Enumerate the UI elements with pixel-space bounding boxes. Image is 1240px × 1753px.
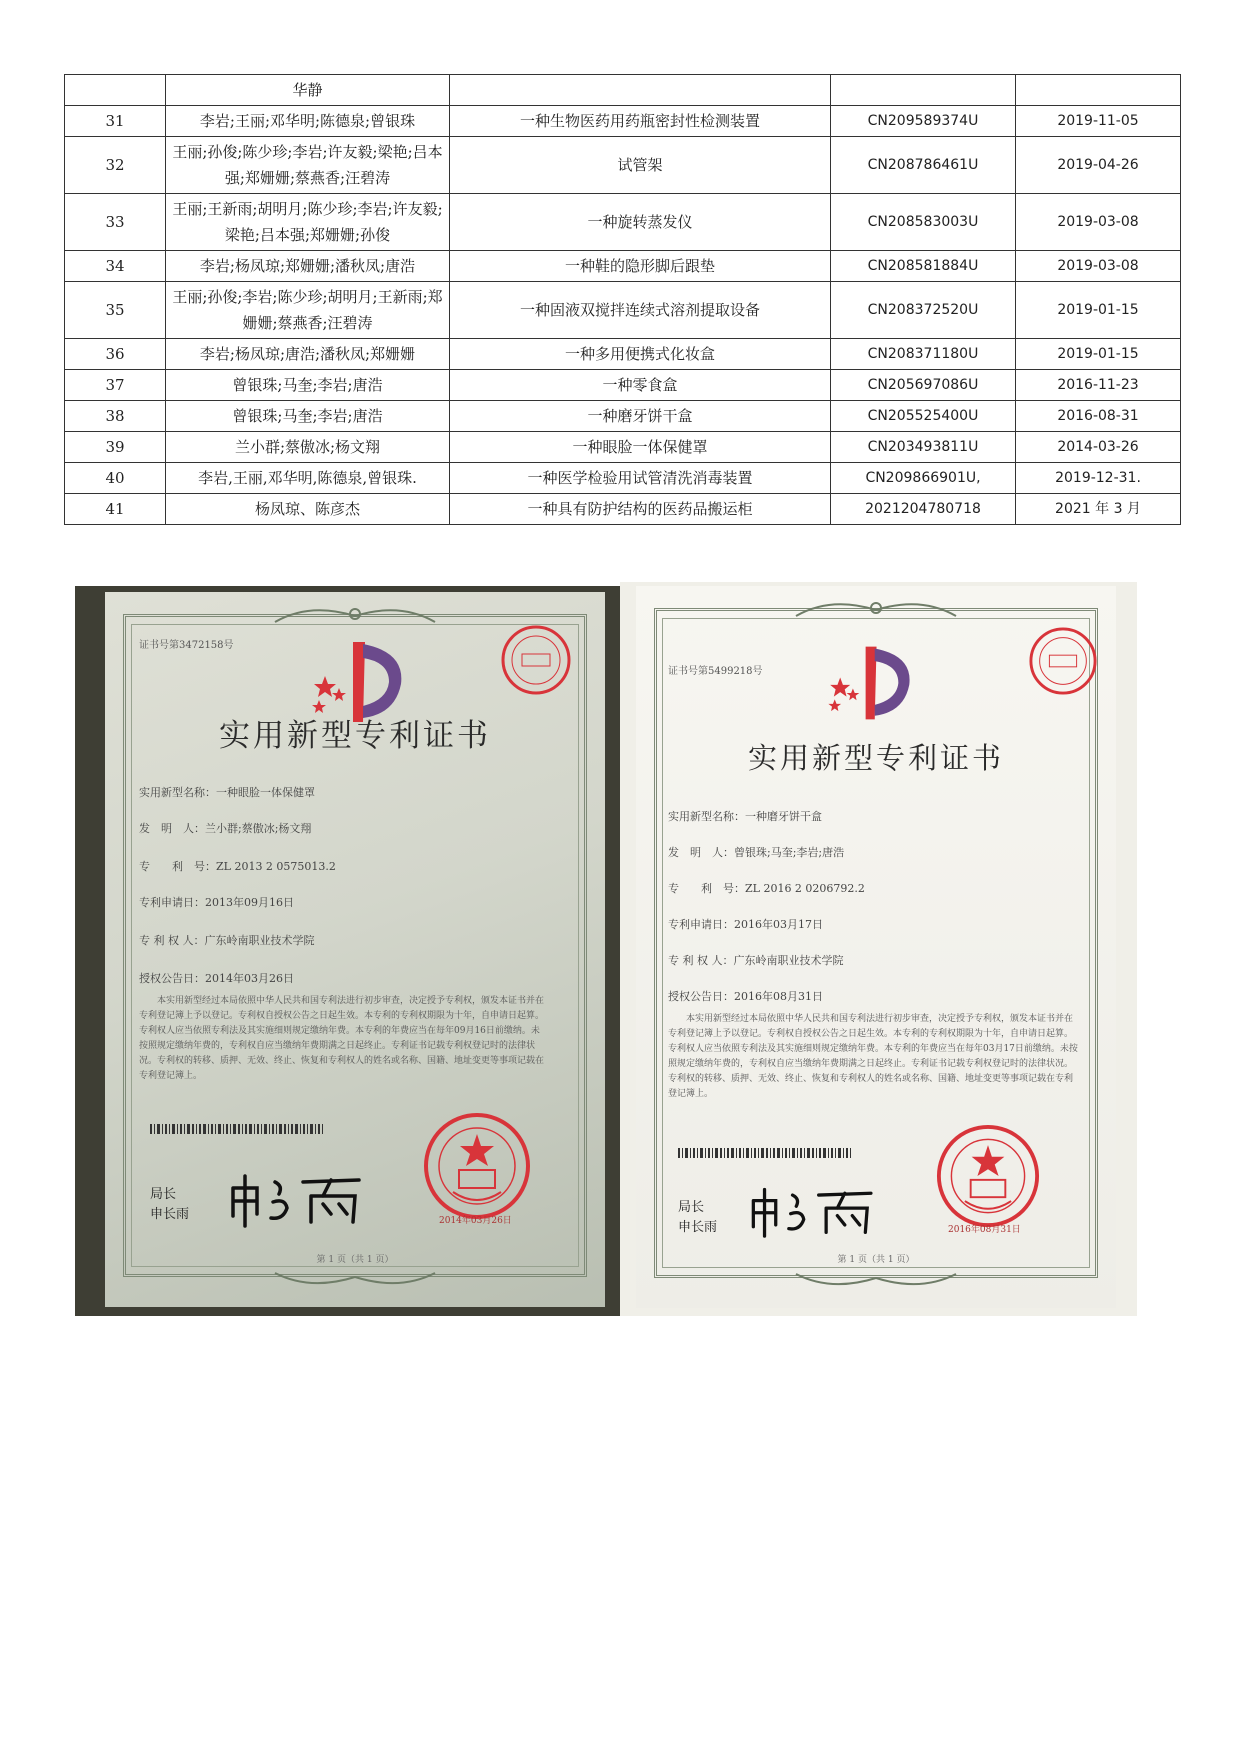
table-row xyxy=(65,251,1181,282)
patent-number-field: 专 利 号：ZL 2016 2 0206792.2 xyxy=(668,882,865,895)
publication-number-cell: CN208371180U xyxy=(831,339,1016,370)
patent-name-cell: 一种固液双搅拌连续式溶剂提取设备 xyxy=(450,282,831,339)
barcode-icon xyxy=(150,1124,325,1134)
page-number: 第 1 页（共 1 页） xyxy=(316,1255,394,1265)
patent-name-cell xyxy=(450,75,831,106)
signature-icon xyxy=(744,1182,884,1238)
certificate-sheet xyxy=(105,592,605,1307)
inventors-cell: 李岩;杨凤琼;郑姗姗;潘秋凤;唐浩 xyxy=(166,251,450,282)
inventors-cell: 兰小群;蔡傲冰;杨文翔 xyxy=(166,432,450,463)
table-row xyxy=(65,282,1181,339)
row-number: 35 xyxy=(65,282,166,339)
inventor-field: 发 明 人：兰小群;蔡傲冰;杨文翔 xyxy=(139,822,312,835)
certificate-sheet xyxy=(636,586,1116,1308)
publication-number-cell: CN205697086U xyxy=(831,370,1016,401)
publication-number-cell: CN208583003U xyxy=(831,194,1016,251)
patent-name-cell: 一种生物医药用药瓶密封性检测装置 xyxy=(450,106,831,137)
inventors-cell: 杨凤琼、陈彦杰 xyxy=(166,494,450,525)
patent-holder-field: 专 利 权 人：广东岭南职业技术学院 xyxy=(139,934,315,947)
utility-model-name: 实用新型名称：一种眼脸一体保健罩 xyxy=(139,786,315,799)
certificate-photo-left xyxy=(75,586,622,1316)
table-row xyxy=(65,370,1181,401)
patent-number-field: 专 利 号：ZL 2013 2 0575013.2 xyxy=(139,860,336,873)
row-number: 32 xyxy=(65,137,166,194)
barcode-icon xyxy=(678,1148,853,1158)
director-name: 申长雨 xyxy=(150,1207,190,1222)
row-number: 36 xyxy=(65,339,166,370)
publication-date-cell: 2019-01-15 xyxy=(1016,282,1181,339)
seal-date: 2014年03月26日 xyxy=(439,1216,512,1226)
row-number: 34 xyxy=(65,251,166,282)
certificate-number: 证书号第5499218号 xyxy=(668,666,763,677)
publication-number-cell: CN205525400U xyxy=(831,401,1016,432)
table-row xyxy=(65,137,1181,194)
certificate-number: 证书号第3472158号 xyxy=(139,640,234,651)
certificate-title: 实用新型专利证书 xyxy=(219,718,491,754)
patent-name-cell: 一种具有防护结构的医药品搬运柜 xyxy=(450,494,831,525)
grant-date-field: 授权公告日：2016年08月31日 xyxy=(668,990,823,1003)
inventors-cell: 曾银珠;马奎;李岩;唐浩 xyxy=(166,370,450,401)
row-number: 40 xyxy=(65,463,166,494)
inventors-cell: 李岩,王丽,邓华明,陈德泉,曾银珠. xyxy=(166,463,450,494)
inventors-cell: 华静 xyxy=(166,75,450,106)
ornament-top-icon xyxy=(265,602,445,628)
publication-date-cell: 2019-03-08 xyxy=(1016,251,1181,282)
certificate-body-text: 本实用新型经过本局依照中华人民共和国专利法进行初步审查，决定授予专利权，颁发本证书并在专利登记簿上予以登记。专利权自授权公告之日起生效。本专利的专利权期限为十年，自申请日起算。专利权人应当依照专利法及其实施细则规定缴纳年费。本专利的年费应当在每年03月17日前缴纳。未按照规定缴纳年费的，专利权自应当缴纳年费期满之日起终止。专利证书记载专利权登记时的法律状况。专利权的转移、质押、无效、终止、恢复和专利权人的姓名或名称、国籍、地址变更等事项记载在专利登记簿上。 xyxy=(668,1014,1078,1099)
director-title: 局长 xyxy=(150,1187,177,1202)
certificate-title: 实用新型专利证书 xyxy=(747,741,1004,775)
publication-date-cell: 2016-11-23 xyxy=(1016,370,1181,401)
ornament-bottom-icon xyxy=(265,1267,445,1291)
director-label xyxy=(678,1198,717,1238)
inventors-cell: 李岩;王丽;邓华明;陈德泉;曾银珠 xyxy=(166,106,450,137)
publication-number-cell: CN208372520U xyxy=(831,282,1016,339)
publication-date-cell: 2019-11-05 xyxy=(1016,106,1181,137)
patent-table xyxy=(64,74,1181,525)
publication-number-cell: CN209866901U, xyxy=(831,463,1016,494)
director-name: 申长雨 xyxy=(678,1220,718,1235)
table-row xyxy=(65,75,1181,106)
filing-date-field: 专利申请日：2013年09月16日 xyxy=(139,896,294,909)
seal-date: 2016年08月31日 xyxy=(948,1225,1021,1235)
certificate-body-text: 本实用新型经过本局依照中华人民共和国专利法进行初步审查，决定授予专利权，颁发本证书并在专利登记簿上予以登记。专利权自授权公告之日起生效。本专利的专利权期限为十年，自申请日起算。专利权人应当依照专利法及其实施细则规定缴纳年费。本专利的年费应当在每年09月16日前缴纳。未按照规定缴纳年费的，专利权自应当缴纳年费期满之日起终止。专利证书记载专利权登记时的法律状况。专利权的转移、质押、无效、终止、恢复和专利权人的姓名或名称、国籍、地址变更等事项记载在专利登记簿上。 xyxy=(139,996,545,1081)
row-number: 37 xyxy=(65,370,166,401)
patent-office-logo-icon xyxy=(822,638,922,728)
ornament-top-icon xyxy=(786,596,966,622)
director-label xyxy=(150,1185,189,1225)
patent-name-cell: 一种磨牙饼干盒 xyxy=(450,401,831,432)
inventors-cell: 王丽;孙俊;李岩;陈少珍;胡明月;王新雨;郑姗姗;蔡燕香;汪碧涛 xyxy=(166,282,450,339)
inventors-cell: 王丽;孙俊;陈少珍;李岩;许友毅;梁艳;吕本强;郑姗姗;蔡燕香;汪碧涛 xyxy=(166,137,450,194)
publication-date-cell: 2014-03-26 xyxy=(1016,432,1181,463)
patent-name-cell: 一种鞋的隐形脚后跟垫 xyxy=(450,251,831,282)
publication-date-cell: 2021 年 3 月 xyxy=(1016,494,1181,525)
official-seal-icon xyxy=(936,1124,1040,1228)
table-row xyxy=(65,401,1181,432)
patent-name-cell: 一种医学检验用试管清洗消毒装置 xyxy=(450,463,831,494)
inventors-cell: 李岩;杨凤琼;唐浩;潘秋凤;郑姗姗 xyxy=(166,339,450,370)
patent-name-cell: 一种零食盒 xyxy=(450,370,831,401)
filing-date-field: 专利申请日：2016年03月17日 xyxy=(668,918,823,931)
row-number: 38 xyxy=(65,401,166,432)
patent-name-cell: 一种旋转蒸发仪 xyxy=(450,194,831,251)
page-number: 第 1 页（共 1 页） xyxy=(837,1255,915,1265)
publication-number-cell: CN203493811U xyxy=(831,432,1016,463)
row-number: 31 xyxy=(65,106,166,137)
grant-date-field: 授权公告日：2014年03月26日 xyxy=(139,972,294,985)
patent-holder-field: 专 利 权 人：广东岭南职业技术学院 xyxy=(668,954,844,967)
row-number: 41 xyxy=(65,494,166,525)
publication-number-cell: 2021204780718 xyxy=(831,494,1016,525)
official-seal-icon xyxy=(423,1112,531,1220)
publication-number-cell: CN208581884U xyxy=(831,251,1016,282)
table-row xyxy=(65,194,1181,251)
publication-date-cell xyxy=(1016,75,1181,106)
table-row xyxy=(65,339,1181,370)
publication-date-cell: 2019-04-26 xyxy=(1016,137,1181,194)
patent-name-cell: 试管架 xyxy=(450,137,831,194)
certificate-photo-right xyxy=(620,582,1137,1316)
inventors-cell: 曾银珠;马奎;李岩;唐浩 xyxy=(166,401,450,432)
row-number: 33 xyxy=(65,194,166,251)
utility-model-name: 实用新型名称：一种磨牙饼干盒 xyxy=(668,810,822,823)
patent-name-cell: 一种眼脸一体保健罩 xyxy=(450,432,831,463)
table-row xyxy=(65,463,1181,494)
director-title: 局长 xyxy=(678,1200,705,1215)
row-number: 39 xyxy=(65,432,166,463)
ornament-bottom-icon xyxy=(786,1268,966,1292)
inventors-cell: 王丽;王新雨;胡明月;陈少珍;李岩;许友毅;梁艳;吕本强;郑姗姗;孙俊 xyxy=(166,194,450,251)
publication-number-cell xyxy=(831,75,1016,106)
publication-date-cell: 2019-12-31. xyxy=(1016,463,1181,494)
row-number xyxy=(65,75,166,106)
publication-number-cell: CN208786461U xyxy=(831,137,1016,194)
table-row xyxy=(65,494,1181,525)
signature-icon xyxy=(223,1168,373,1228)
stamp-icon xyxy=(1028,626,1098,696)
stamp-icon xyxy=(500,624,572,696)
publication-number-cell: CN209589374U xyxy=(831,106,1016,137)
publication-date-cell: 2016-08-31 xyxy=(1016,401,1181,432)
table-row xyxy=(65,432,1181,463)
table-row xyxy=(65,106,1181,137)
patent-table-body xyxy=(65,75,1181,525)
patent-name-cell: 一种多用便携式化妆盒 xyxy=(450,339,831,370)
publication-date-cell: 2019-03-08 xyxy=(1016,194,1181,251)
publication-date-cell: 2019-01-15 xyxy=(1016,339,1181,370)
inventor-field: 发 明 人：曾银珠;马奎;李岩;唐浩 xyxy=(668,846,845,859)
